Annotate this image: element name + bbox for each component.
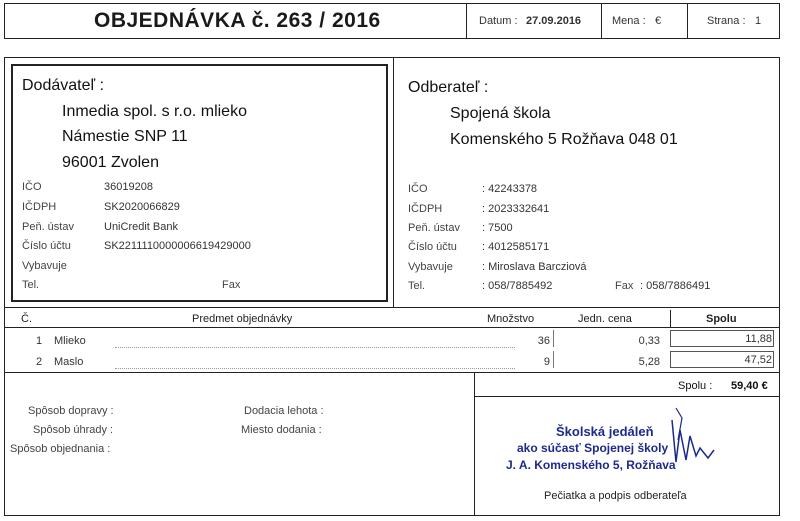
- signature-icon: [662, 400, 722, 470]
- customer-fax-label: Fax: [615, 280, 634, 292]
- col-qty-header: Množstvo: [487, 313, 535, 325]
- customer-address: Komenského 5 Rožňava 048 01: [450, 131, 678, 148]
- col-unit-price-header: Jedn. cena: [578, 313, 632, 325]
- customer-bank-value: : 7500: [482, 222, 513, 234]
- row-qty: 9: [543, 356, 550, 368]
- supplier-contact-label: Vybavuje: [22, 260, 67, 272]
- customer-name: Spojená škola: [450, 105, 551, 122]
- delivery-place-label: Miesto dodania :: [241, 424, 322, 436]
- page-label: Strana :: [707, 15, 746, 27]
- row-item-name: Mlieko: [54, 335, 86, 347]
- customer-tel-label: Tel.: [408, 280, 426, 292]
- customer-contact-value: : Miroslava Barcziová: [482, 261, 587, 273]
- supplier-fax-label: Fax: [222, 279, 241, 291]
- row-item-name: Maslo: [54, 356, 84, 368]
- supplier-bank-label: Peň. ústav: [22, 221, 74, 233]
- signature-caption: Pečiatka a podpis odberateľa: [544, 490, 687, 502]
- sum-value: 59,40 €: [731, 380, 768, 392]
- customer-bank-label: Peň. ústav: [408, 222, 460, 234]
- row-number: 2: [36, 356, 43, 368]
- customer-icdph-value: : 2023332641: [482, 203, 550, 215]
- supplier-bank-value: UniCredit Bank: [104, 221, 178, 233]
- customer-account-label: Číslo účtu: [408, 241, 457, 253]
- col-subject-header: Predmet objednávky: [192, 313, 293, 325]
- supplier-icdph-value: SK2020066829: [104, 201, 180, 213]
- payment-label: Spôsob úhrady :: [33, 424, 114, 436]
- customer-fax-value: : 058/7886491: [640, 280, 711, 292]
- customer-icdph-label: IČDPH: [408, 203, 443, 215]
- customer-ico-value: : 42243378: [482, 183, 538, 195]
- currency-label: Mena :: [612, 15, 646, 27]
- stamp-line-2: ako súčasť Spojenej školy: [517, 441, 669, 455]
- customer-ico-label: IČO: [408, 183, 428, 195]
- transport-label: Spôsob dopravy :: [28, 405, 114, 417]
- supplier-name: Inmedia spol. s r.o. mlieko: [62, 103, 247, 120]
- currency-value: €: [655, 15, 662, 27]
- supplier-box: [11, 64, 388, 302]
- col-total-header: Spolu: [706, 313, 737, 325]
- supplier-heading: Dodávateľ :: [22, 77, 105, 94]
- supplier-icdph-label: IČDPH: [22, 201, 57, 213]
- supplier-tel-label: Tel.: [22, 279, 40, 291]
- supplier-ico-value: 36019208: [104, 181, 153, 193]
- date-label: Datum :: [479, 15, 518, 27]
- supplier-city: 96001 Zvolen: [62, 154, 159, 171]
- stamp-line-3: J. A. Komenského 5, Rožňava: [506, 458, 676, 472]
- row-qty: 36: [537, 335, 550, 347]
- row-number: 1: [36, 335, 43, 347]
- supplier-ico-label: IČO: [22, 181, 42, 193]
- stamp-line-1: Školská jedáleň: [556, 424, 654, 439]
- document-title: OBJEDNÁVKA č. 263 / 2016: [94, 9, 381, 32]
- col-no-header: Č.: [21, 313, 32, 325]
- customer-contact-label: Vybavuje: [408, 261, 453, 273]
- row-unit-price: 5,28: [638, 356, 660, 368]
- customer-tel-value: : 058/7885492: [482, 280, 553, 292]
- ordering-label: Spôsob objednania :: [10, 443, 111, 455]
- row-total: 11,88: [745, 333, 772, 345]
- supplier-street: Námestie SNP 11: [62, 128, 188, 145]
- delivery-term-label: Dodacia lehota :: [244, 405, 324, 417]
- customer-heading: Odberateľ :: [408, 79, 489, 96]
- supplier-account-label: Číslo účtu: [22, 240, 71, 252]
- supplier-account-value: SK2211110000006619429000: [104, 240, 251, 252]
- customer-account-value: : 4012585171: [482, 241, 550, 253]
- row-total: 47,52: [744, 354, 772, 366]
- date-value: 27.09.2016: [526, 15, 582, 27]
- sum-label: Spolu :: [678, 380, 713, 392]
- row-unit-price: 0,33: [638, 335, 660, 347]
- page-value: 1: [755, 15, 762, 27]
